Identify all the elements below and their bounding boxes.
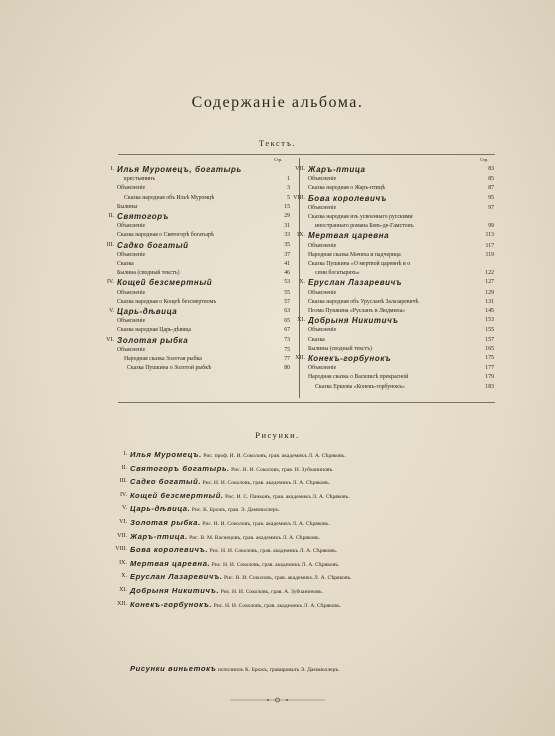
page-column-label-left: Стр.	[274, 157, 283, 162]
page-number: 179	[485, 374, 494, 381]
picture-entry	[119, 558, 340, 569]
page-number: 31	[284, 223, 290, 230]
contents-heading	[108, 212, 290, 222]
picture-name: Конекъ-горбунокъ.	[130, 599, 213, 609]
entry-title: Сказка	[308, 336, 325, 343]
page-number: 57	[284, 298, 290, 305]
roman-numeral: VI.	[106, 336, 114, 343]
page-number: 63	[284, 308, 290, 314]
entry-title: Объясненіе	[308, 176, 337, 183]
contents-heading	[295, 354, 494, 364]
page-number: 33	[284, 232, 290, 239]
page-number: 46	[284, 270, 290, 277]
page-number: 41	[284, 261, 290, 267]
page-number: 157	[485, 336, 494, 343]
contents-entry	[117, 326, 290, 335]
picture-entry	[121, 504, 280, 514]
roman-numeral: I.	[123, 451, 127, 457]
picture-entry	[115, 545, 338, 555]
contents-entry	[117, 175, 290, 184]
roman-numeral: IX.	[119, 559, 127, 566]
contents-entry	[308, 269, 494, 278]
entry-title: крестьянинъ	[124, 176, 156, 183]
entry-title: Царь-дѣвица	[117, 307, 178, 316]
picture-name: Кощей безсмертный.	[130, 490, 224, 500]
entry-title: Золотая рыбка	[117, 335, 189, 345]
entry-title: Объясненіе	[308, 204, 337, 211]
contents-heading	[106, 278, 290, 288]
contents-heading	[106, 240, 290, 251]
entry-title: Былины (сводный текстъ)	[308, 345, 372, 352]
entry-title: иностраннаго романа Бевъ-де-Гамстонъ	[315, 223, 414, 230]
contents-heading	[110, 165, 290, 175]
roman-numeral: IV.	[119, 491, 127, 498]
vignettes-credit	[130, 664, 340, 673]
contents-entry	[308, 242, 494, 251]
entry-title: Святогоръ	[117, 212, 170, 221]
picture-entry	[121, 463, 334, 474]
contents-heading	[295, 165, 494, 175]
page-number: 127	[485, 279, 494, 286]
entry-title: Сказка Ершова «Конекъ-горбунокъ»	[315, 383, 405, 390]
contents-entry	[117, 203, 290, 212]
picture-credit: Рис. И. С. Панковъ, грав. академикъ Л. А. Сѣряковъ.	[225, 493, 350, 500]
page-number: 5	[287, 194, 290, 201]
contents-entry	[117, 231, 290, 240]
picture-entry	[119, 518, 330, 528]
page-number: 122	[485, 270, 494, 277]
picture-entry	[119, 477, 331, 487]
roman-numeral: VIII.	[115, 546, 127, 553]
page-number: 80	[284, 365, 290, 372]
page-number: 85	[488, 176, 494, 183]
picture-name: Добрыня Никитичъ.	[130, 586, 220, 595]
contents-entry	[117, 260, 290, 269]
picture-name: Бова королевичъ.	[130, 545, 209, 555]
entry-title: Народная сказка о Василисѣ прекрасной	[308, 374, 409, 381]
picture-credit: Рис. проф. И. И. Соколовъ, грав. академикъ Л. А. Сѣряковъ.	[203, 453, 346, 459]
page-number: 3	[287, 185, 290, 192]
contents-heading	[293, 193, 494, 204]
roman-numeral: X.	[299, 279, 305, 286]
page-number: 145	[485, 308, 494, 314]
contents-entry	[308, 260, 494, 269]
roman-numeral: III.	[119, 478, 127, 485]
entry-title: Сказка народная Царь-дѣвица	[117, 327, 192, 334]
page-number: 153	[485, 317, 494, 324]
picture-name: Золотая рыбка.	[130, 518, 201, 527]
contents-entry	[117, 289, 290, 298]
page-number: 29	[284, 213, 290, 219]
contents-entry	[308, 298, 494, 307]
entry-title: Объясненіе	[117, 185, 146, 192]
entry-title: Бова королевичъ	[308, 193, 388, 203]
entry-title: Сказка народная о Кощеѣ безсмертномъ	[117, 298, 217, 305]
page-number: 37	[284, 251, 290, 258]
page-number: 35	[284, 241, 290, 248]
picture-name: Еруслан Лазаревичъ.	[130, 572, 223, 582]
contents-entry	[308, 175, 494, 184]
entry-title: Еруслан Лазаревичъ	[308, 278, 403, 288]
contents-heading	[299, 278, 494, 288]
entry-title: Конекъ-горбунокъ	[308, 354, 392, 363]
contents-entry	[117, 298, 290, 307]
entry-title: Сказка народная о Святогорѣ богатырѣ	[117, 232, 214, 239]
contents-heading	[108, 307, 290, 317]
contents-entry	[117, 355, 290, 364]
picture-credit: Рис. Н. И. Соколовъ, грав. академикъ Л. А. Сѣряковъ.	[211, 561, 340, 568]
picture-entry	[117, 599, 342, 610]
ornament-divider	[230, 697, 325, 703]
entry-title: Сказка Пушкина о Золотой рыбкѣ	[127, 365, 212, 372]
picture-credit: Рис. Н. И. Соколовъ, грав. академикъ Л. А. Сѣряковъ.	[202, 480, 331, 487]
page-number: 97	[488, 204, 494, 211]
contents-entry	[117, 194, 290, 203]
roman-numeral: V.	[108, 308, 114, 314]
picture-name: Садко богатый.	[130, 477, 202, 487]
entry-title: Добрыня Никитичъ	[308, 316, 399, 326]
contents-entry	[308, 373, 494, 382]
contents-entry	[308, 184, 494, 193]
roman-numeral: VI.	[119, 519, 127, 525]
section-rule-bottom	[118, 402, 495, 403]
roman-numeral: XII.	[117, 600, 127, 607]
page-number: 113	[485, 232, 494, 239]
entry-title: Илья Муромецъ, богатырь	[117, 165, 242, 174]
contents-entry	[308, 251, 494, 260]
contents-heading	[106, 335, 290, 346]
entry-title: Объясненіе	[117, 223, 146, 230]
page-number: 73	[284, 336, 290, 343]
text-section-heading: Текстъ.	[258, 138, 297, 148]
page-number: 15	[284, 203, 290, 210]
page-number: 87	[488, 185, 494, 192]
picture-entry	[119, 490, 350, 501]
vignettes-credit-text: исполнилъ К. Брожъ, гравировалъ Э. Даммюллеръ.	[217, 667, 340, 673]
page-number: 131	[485, 298, 494, 305]
picture-credit: Рис. Н. И. Соколовъ, грав. академикъ Л. А. Сѣряковъ.	[224, 575, 352, 582]
entry-title: Объясненіе	[117, 346, 146, 353]
contents-entry	[117, 317, 290, 326]
page-number: 53	[284, 279, 290, 286]
page-number: 155	[485, 327, 494, 334]
page-number: 83	[488, 166, 494, 172]
roman-numeral: I.	[110, 166, 114, 172]
page-number: 165	[485, 345, 494, 352]
contents-entry	[117, 251, 290, 260]
picture-entry	[121, 572, 352, 582]
entry-title: Объясненіе	[308, 289, 337, 296]
picture-name: Царь-дѣвица.	[130, 504, 191, 514]
page-number: 77	[284, 356, 290, 362]
contents-entry	[308, 307, 494, 316]
section-rule-top	[118, 154, 495, 155]
page-number: 177	[485, 365, 494, 372]
contents-entry	[308, 336, 494, 345]
contents-entry	[308, 204, 494, 213]
picture-credit: Рис. В. М. Васнецовъ, грав. академикъ Л. А. Сѣряковъ.	[189, 534, 320, 541]
roman-numeral: XI.	[119, 587, 127, 593]
page-number: 67	[284, 327, 290, 334]
page-number: 175	[485, 355, 494, 361]
entry-title: Народная сказка Золотая рыбка	[124, 356, 202, 362]
picture-entry	[123, 450, 346, 460]
contents-entry	[308, 364, 494, 373]
contents-heading	[297, 231, 494, 241]
contents-heading	[297, 316, 494, 326]
entry-title: Объясненіе	[117, 318, 146, 325]
roman-numeral: VIII.	[293, 194, 305, 201]
contents-entry	[308, 326, 494, 335]
picture-credit: Рис. Н. И. Соколовъ, грав. академикъ Л. А. Сѣряковъ.	[202, 521, 330, 527]
entry-title: семи богатыряхъ»	[315, 270, 360, 277]
entry-title: Сказка народная о Жаръ-птицѣ	[308, 185, 386, 192]
picture-credit: Рис. Н. И. Соколовъ, грав. Н. Зубчаниновъ.	[231, 466, 334, 473]
entry-title: Объясненіе	[308, 327, 337, 334]
entry-title: Мертвая царевна	[308, 231, 390, 241]
picture-credit: Рис. Н. И. Соколовъ, грав. А. Зубчаниновъ.	[220, 589, 324, 595]
pictures-section-heading: Рисунки.	[255, 430, 300, 440]
entry-title: Сказка	[117, 261, 134, 267]
contents-entry	[308, 383, 494, 392]
page-number: 129	[485, 289, 494, 296]
contents-entry	[117, 222, 290, 231]
contents-entry	[308, 222, 494, 231]
page-number: 119	[485, 251, 494, 258]
entry-title: Былина (сводный текстъ)	[117, 270, 180, 277]
roman-numeral: IV.	[106, 279, 114, 286]
entry-title: Сказка народная объ Ильѣ Муромцѣ	[124, 194, 215, 201]
page-number: 55	[284, 289, 290, 296]
entry-title: Объясненіе	[117, 289, 146, 296]
page-number: 75	[284, 346, 290, 353]
contents-entry	[308, 289, 494, 298]
picture-name: Илья Муромецъ.	[130, 450, 202, 459]
contents-entry	[308, 213, 494, 222]
entry-title: Садко богатый	[117, 240, 189, 250]
picture-credit: Рис. Н. И. Соколовъ, грав. академикъ Л. А. Сѣряковъ.	[213, 602, 342, 609]
contents-entry	[117, 346, 290, 355]
roman-numeral: X.	[121, 573, 127, 580]
entry-title: Народная сказка Мачиха и падчерица	[308, 251, 401, 258]
entry-title: Былины	[117, 203, 138, 210]
entry-title: Сказка Пушкина «О мертвой царевнѣ и о	[308, 261, 411, 267]
roman-numeral: IX.	[297, 232, 305, 239]
entry-title: Поэма Пушкина «Русланъ и Людмила»	[308, 308, 406, 314]
picture-name: Жаръ-птица.	[130, 531, 188, 541]
page-number: 117	[485, 242, 494, 249]
picture-entry	[119, 586, 324, 596]
roman-numeral: II.	[108, 213, 114, 219]
page-number: 95	[488, 194, 494, 201]
roman-numeral: III.	[106, 241, 114, 248]
picture-credit: Рис. К. Брожъ, грав. Э. Даммюллеръ.	[191, 507, 280, 514]
roman-numeral: II.	[121, 464, 127, 471]
entry-title: Объясненіе	[308, 242, 337, 249]
entry-title: Сказка народная изъ усвоеннаго русскими	[308, 214, 413, 220]
roman-numeral: VII.	[117, 532, 127, 539]
page-title: Содержаніе альбома.	[191, 94, 364, 111]
entry-title: Кощей безсмертный	[117, 278, 213, 288]
entry-title: Сказка народная объ Урусланѣ Залазаревичѣ	[308, 298, 419, 305]
picture-name: Мертвая царевна.	[130, 558, 211, 568]
contents-entry	[117, 364, 290, 373]
page-number: 183	[485, 383, 494, 390]
page-number: 65	[284, 318, 290, 325]
page-number: 1	[287, 176, 290, 183]
roman-numeral: VII.	[295, 166, 305, 172]
vignettes-name: Рисунки виньетокъ	[130, 664, 217, 673]
entry-title: Объясненіе	[117, 251, 146, 258]
picture-entry	[117, 531, 320, 542]
page-column-label-right: Стр.	[480, 157, 489, 162]
entry-title: Объясненіе	[308, 365, 337, 372]
picture-name: Святогоръ богатырь.	[130, 463, 230, 473]
page-number: 99	[488, 223, 494, 230]
roman-numeral: XI.	[297, 317, 305, 324]
contents-entry	[308, 345, 494, 354]
roman-numeral: V.	[121, 505, 127, 512]
picture-credit: Рис. Н. И. Соколовъ, грав. академикъ Л. А. Сѣряковъ.	[209, 548, 338, 555]
contents-entry	[117, 269, 290, 278]
roman-numeral: XII.	[295, 355, 305, 361]
entry-title: Жаръ-птица	[308, 165, 366, 174]
contents-entry	[117, 184, 290, 193]
